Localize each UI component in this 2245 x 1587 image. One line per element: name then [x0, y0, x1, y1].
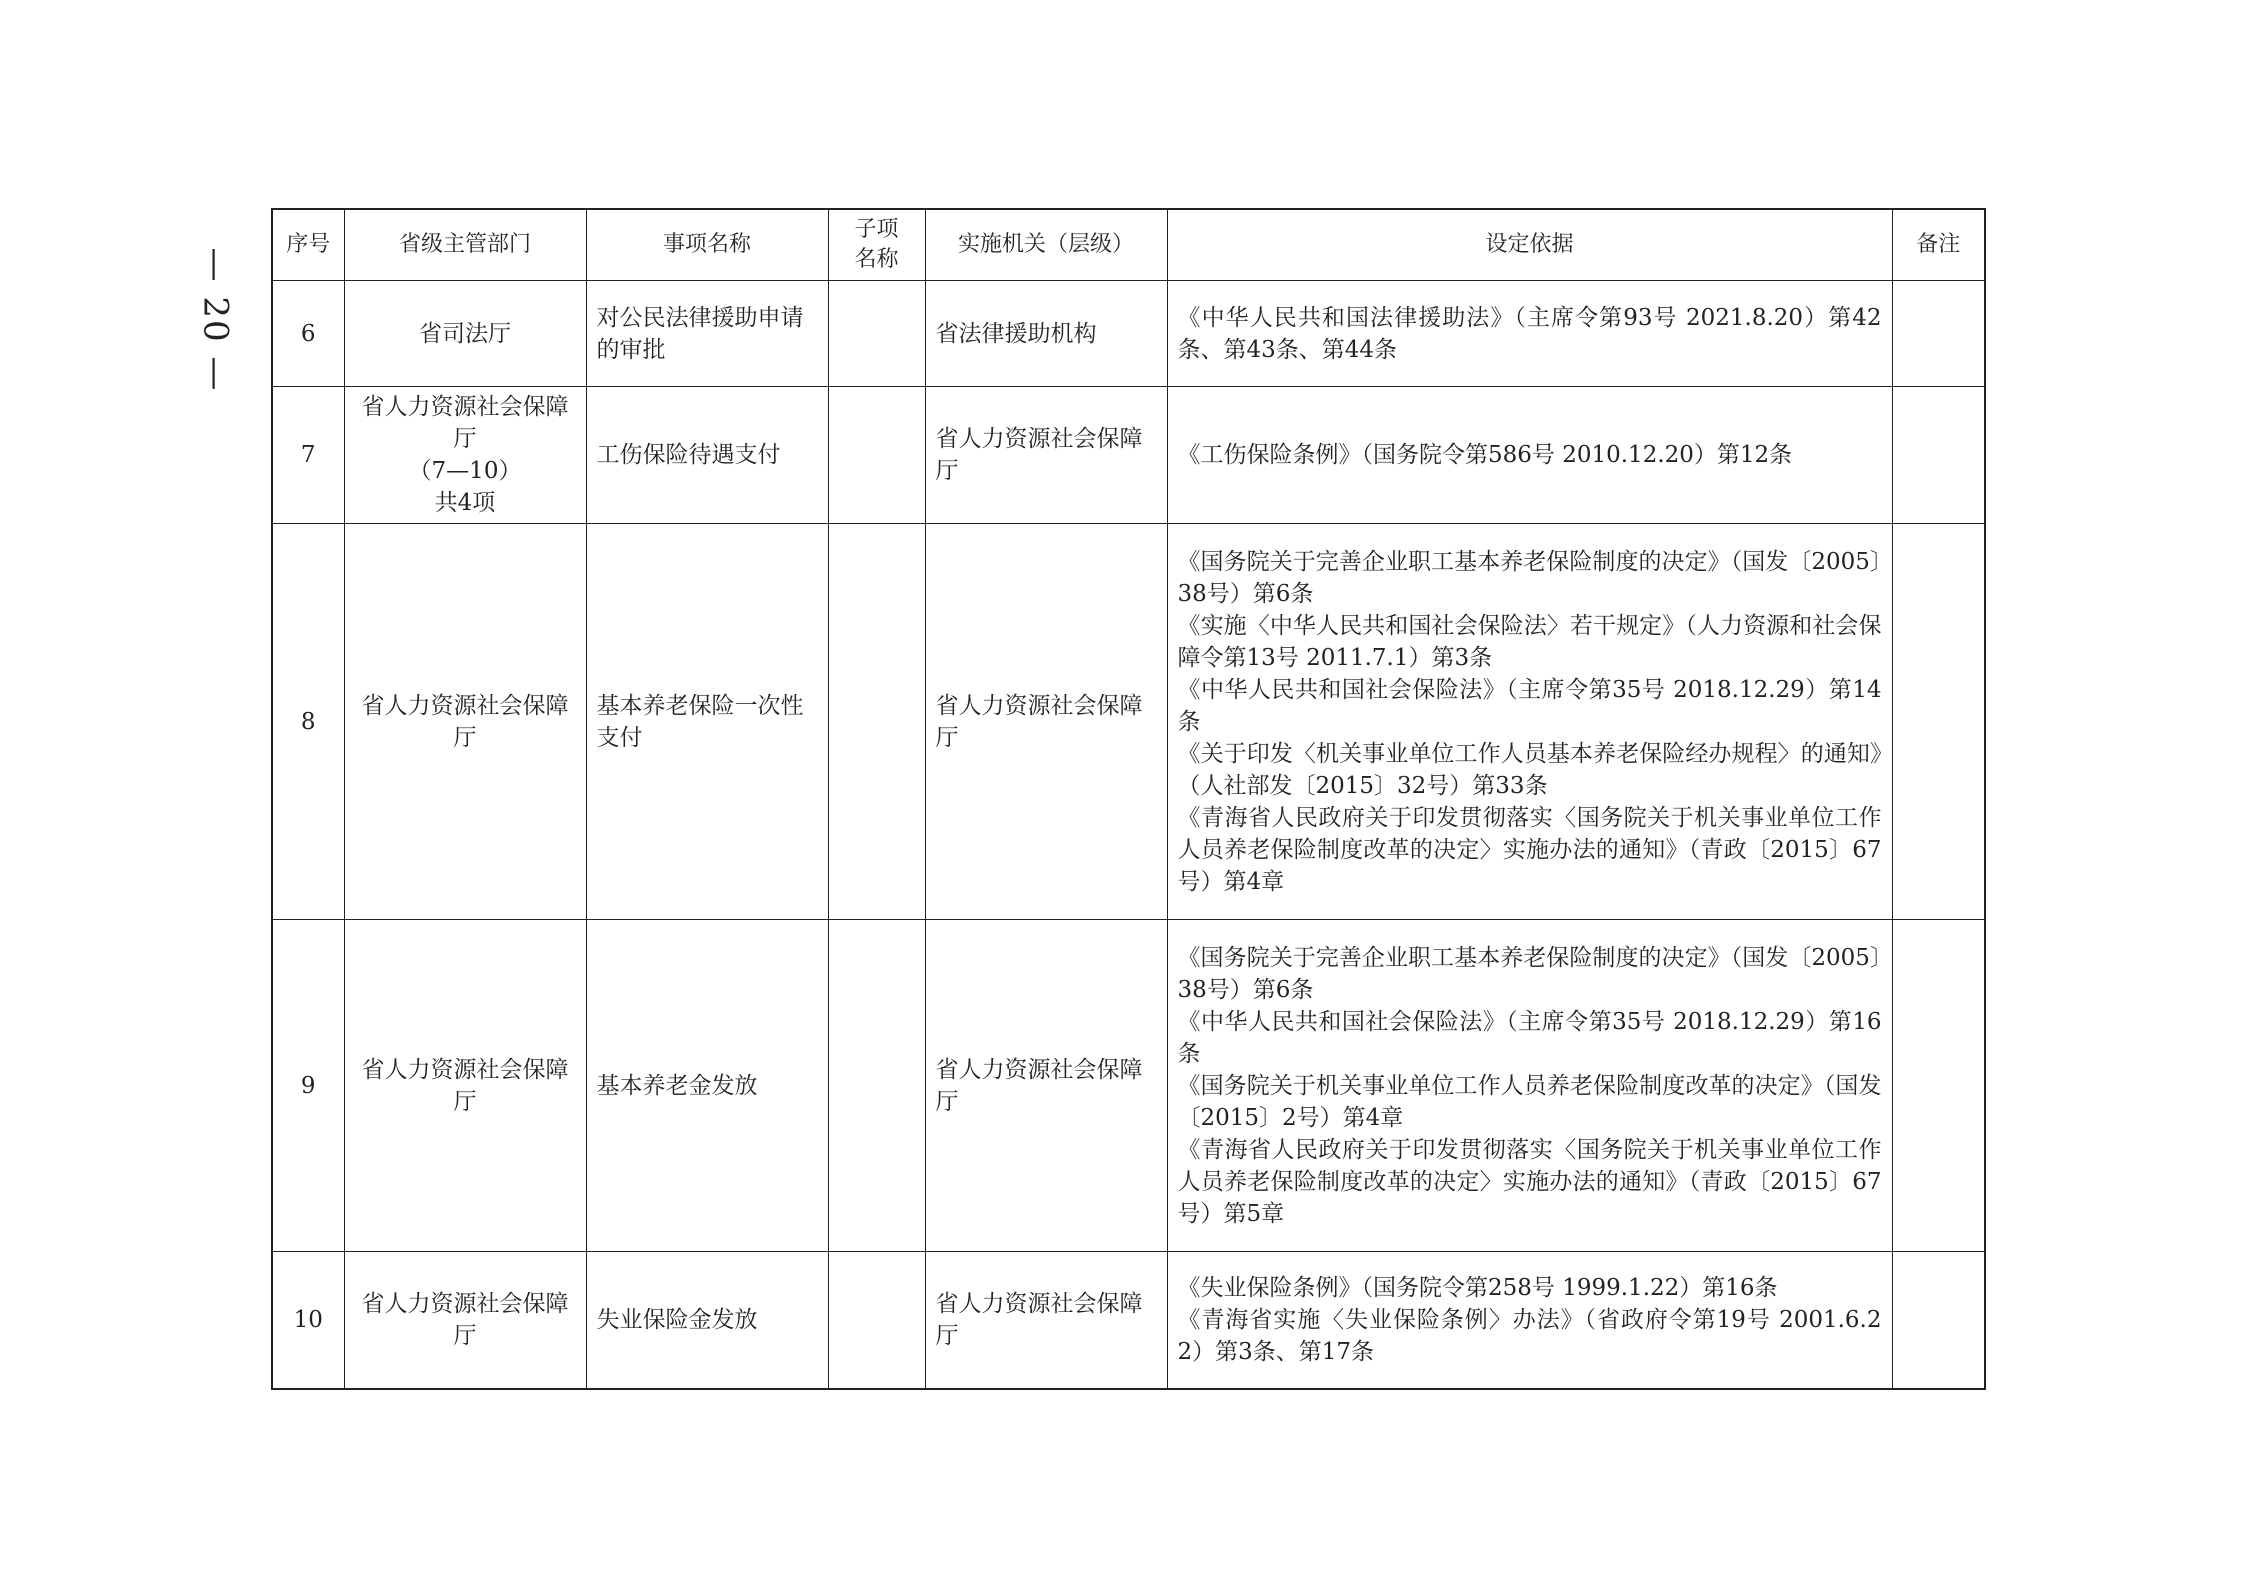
- table-row: [272, 281, 1985, 387]
- cell-no: 9: [272, 920, 344, 1252]
- page-number: [195, 240, 235, 400]
- col-header-item: 事项名称: [586, 209, 828, 281]
- dept-line: 省司法厅: [419, 320, 511, 347]
- page-number-text: — 20 —: [195, 247, 236, 393]
- basis-line: 《国务院关于完善企业职工基本养老保险制度的决定》（国发〔2005〕38号）第6条: [1177, 944, 1882, 1003]
- cell-sub: [828, 281, 925, 387]
- table-row: [272, 920, 1985, 1252]
- cell-item: 失业保险金发放: [586, 1252, 828, 1389]
- cell-basis: [1167, 387, 1892, 524]
- cell-agency: 省人力资源社会保障厅: [925, 387, 1167, 524]
- table-row: [272, 1252, 1985, 1389]
- basis-line: 《国务院关于机关事业单位工作人员养老保险制度改革的决定》（国发〔2015〕2号）第4章: [1177, 1072, 1882, 1131]
- table-row: [272, 387, 1985, 524]
- cell-dept: [344, 524, 586, 920]
- basis-line: 《中华人民共和国社会保险法》（主席令第35号 2018.12.29）第14条: [1177, 676, 1882, 735]
- cell-note: [1892, 920, 1985, 1252]
- cell-agency: 省人力资源社会保障厅: [925, 524, 1167, 920]
- basis-line: 《青海省实施〈失业保险条例〉办法》（省政府令第19号 2001.6.22）第3条、第17条: [1177, 1306, 1882, 1365]
- cell-item: 对公民法律援助申请的审批: [586, 281, 828, 387]
- dept-line: 省人力资源社会保障厅: [361, 394, 569, 452]
- cell-no: 8: [272, 524, 344, 920]
- dept-line: （7—10）: [408, 458, 522, 484]
- cell-basis: [1167, 1252, 1892, 1389]
- cell-dept: [344, 1252, 586, 1389]
- cell-dept: [344, 920, 586, 1252]
- cell-no: 7: [272, 387, 344, 524]
- col-header-sub: 子项 名称: [828, 209, 925, 281]
- col-header-dept: 省级主管部门: [344, 209, 586, 281]
- cell-sub: [828, 1252, 925, 1389]
- cell-item: 工伤保险待遇支付: [586, 387, 828, 524]
- basis-line: 《实施〈中华人民共和国社会保险法〉若干规定》（人力资源和社会保障令第13号 2011.7.1）第3条: [1177, 612, 1882, 671]
- dept-line: 省人力资源社会保障厅: [361, 692, 569, 751]
- cell-note: [1892, 281, 1985, 387]
- table-row: [272, 524, 1985, 920]
- basis-line: 《关于印发〈机关事业单位工作人员基本养老保险经办规程〉的通知》（人社部发〔2015〕32号）第33条: [1177, 740, 1882, 799]
- basis-line: 《青海省人民政府关于印发贯彻落实〈国务院关于机关事业单位工作人员养老保险制度改革的决定〉实施办法的通知》（青政〔2015〕67号）第5章: [1177, 1136, 1882, 1227]
- basis-line: 《中华人民共和国法律援助法》（主席令第93号 2021.8.20）第42条、第43条、第44条: [1177, 304, 1882, 363]
- cell-basis: [1167, 524, 1892, 920]
- col-header-no: 序号: [272, 209, 344, 281]
- cell-sub: [828, 920, 925, 1252]
- basis-line: 《中华人民共和国社会保险法》（主席令第35号 2018.12.29）第16条: [1177, 1008, 1882, 1067]
- cell-dept: [344, 281, 586, 387]
- basis-line: 《失业保险条例》（国务院令第258号 1999.1.22）第16条: [1177, 1274, 1778, 1301]
- basis-line: 《国务院关于完善企业职工基本养老保险制度的决定》（国发〔2005〕38号）第6条: [1177, 548, 1882, 607]
- cell-note: [1892, 524, 1985, 920]
- cell-dept: [344, 387, 586, 524]
- dept-line: 省人力资源社会保障厅: [361, 1290, 569, 1349]
- cell-no: 10: [272, 1252, 344, 1389]
- cell-note: [1892, 1252, 1985, 1389]
- dept-line: 共4项: [434, 490, 496, 516]
- header-row: [272, 209, 1985, 281]
- cell-item: 基本养老保险一次性支付: [586, 524, 828, 920]
- col-header-agency: 实施机关（层级）: [925, 209, 1167, 281]
- cell-agency: 省人力资源社会保障厅: [925, 920, 1167, 1252]
- dept-line: 省人力资源社会保障厅: [361, 1056, 569, 1115]
- items-table: [271, 208, 1986, 1390]
- cell-sub: [828, 387, 925, 524]
- cell-basis: [1167, 281, 1892, 387]
- cell-note: [1892, 387, 1985, 524]
- cell-agency: 省法律援助机构: [925, 281, 1167, 387]
- cell-sub: [828, 524, 925, 920]
- cell-item: 基本养老金发放: [586, 920, 828, 1252]
- basis-line: 《青海省人民政府关于印发贯彻落实〈国务院关于机关事业单位工作人员养老保险制度改革的决定〉实施办法的通知》（青政〔2015〕67号）第4章: [1177, 804, 1882, 895]
- basis-line: 《工伤保险条例》（国务院令第586号 2010.12.20）第12条: [1177, 442, 1793, 468]
- cell-agency: 省人力资源社会保障厅: [925, 1252, 1167, 1389]
- cell-no: 6: [272, 281, 344, 387]
- col-header-basis: 设定依据: [1167, 209, 1892, 281]
- col-header-note: 备注: [1892, 209, 1985, 281]
- cell-basis: [1167, 920, 1892, 1252]
